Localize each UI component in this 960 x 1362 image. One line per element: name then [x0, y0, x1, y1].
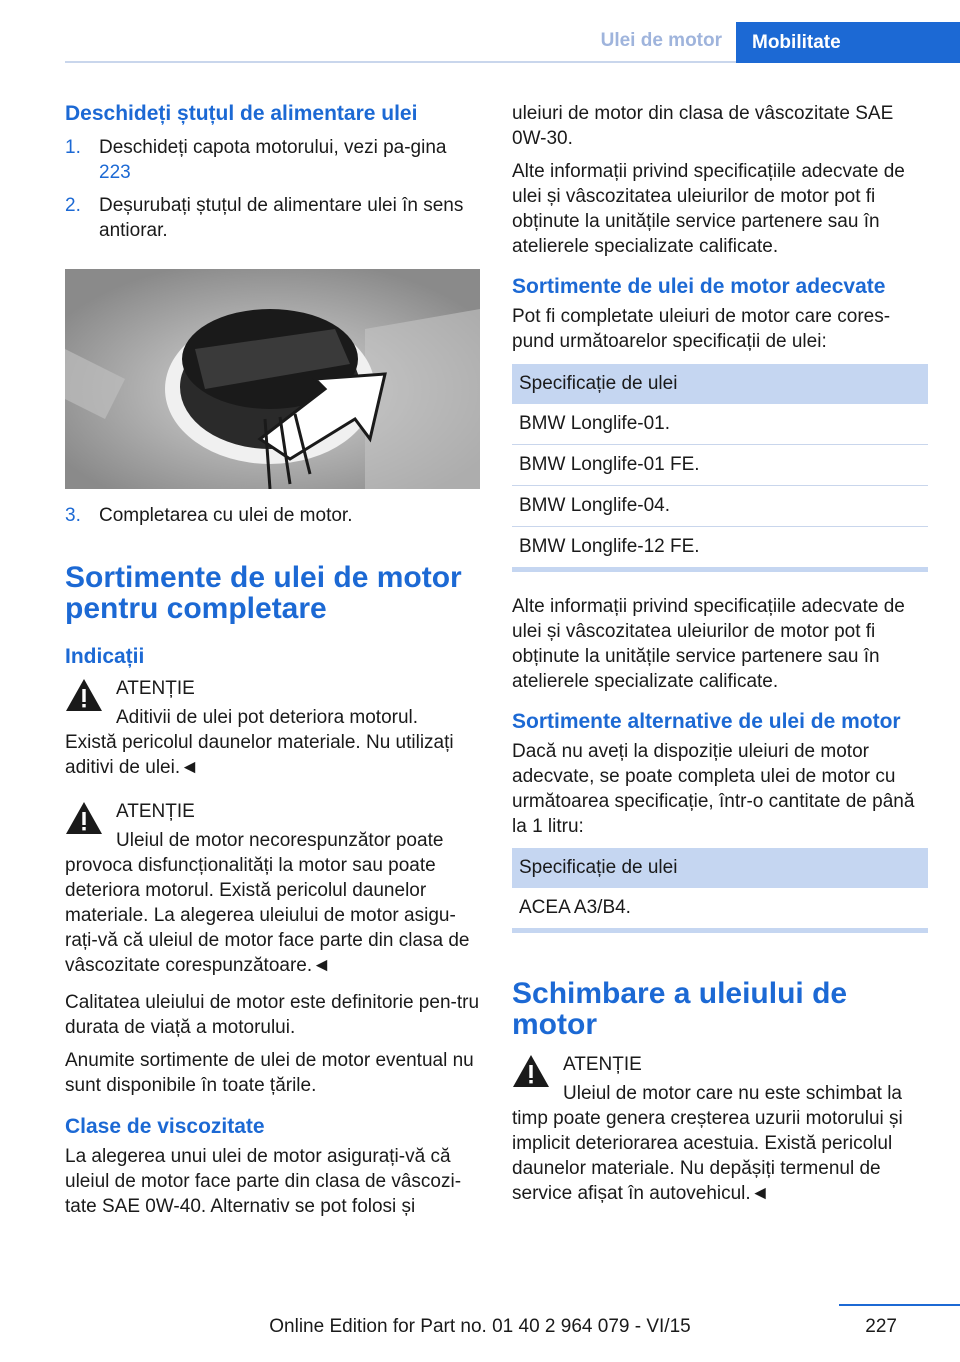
warning-block: [65, 676, 480, 780]
warning-block: [65, 799, 480, 978]
open-heading: Deschideți ștuțul de alimentare ulei: [65, 102, 418, 125]
warning-text: timp poate genera creșterea uzurii motorului și implicit deteriorarea acestuia. Există pericolul daunelor materiale. Nu depășiți termenul de service afișat în autovehicul.◄: [512, 1108, 903, 1204]
step-2: [65, 193, 480, 243]
viscosity-heading: Clase de viscozitate: [65, 1115, 265, 1138]
page-number-rule: [839, 1304, 960, 1306]
table-header: Specificație de ulei: [512, 848, 928, 888]
step-text: Completarea cu ulei de motor.: [99, 505, 353, 526]
edition-footer: Online Edition for Part no. 01 40 2 964 079 - VI/15: [269, 1316, 691, 1337]
table-row: BMW Longlife-04.: [512, 486, 928, 527]
viscosity-text: La alegerea unui ulei de motor asigurați-vă că uleiul de motor face parte din clasa de vâscozi-tate SAE 0W-40. Alternativ se pot folosi și: [65, 1146, 462, 1217]
suitable-heading: Sortimente de ulei de motor adecvate: [512, 275, 886, 298]
table-header: Specificație de ulei: [512, 364, 928, 404]
spec-table: [512, 364, 928, 572]
warning-text: Există pericolul daunelor materiale. Nu utilizați aditivi de ulei.◄: [65, 732, 454, 778]
table-row: ACEA A3/B4.: [519, 897, 631, 918]
warning-first-line: Aditivii de ulei pot deteriora motorul.: [116, 707, 419, 728]
change-heading: Schimbare a uleiului de motor: [512, 977, 848, 1041]
page-number: 227: [865, 1316, 897, 1337]
continued-text: uleiuri de motor din clasa de vâscozitate SAE 0W-30.: [512, 103, 894, 149]
paragraph: Calitatea uleiului de motor este definitorie pen-tru durata de viață a motorului.: [65, 992, 480, 1038]
warning-text: provoca disfuncționalități la motor sau poate deteriora motorul. Există pericolul daunelor materiale. La alegerea uleiului de motor asigu-rați-vă că uleiul de motor face parte din clasa de vâscozitate corespunzătoare.◄: [65, 855, 470, 976]
spec-table: [512, 848, 928, 933]
header-tab[interactable]: Mobilitate: [736, 22, 960, 63]
step-3: [65, 503, 480, 528]
warning-block: [512, 1052, 928, 1206]
header-section[interactable]: Ulei de motor: [600, 30, 722, 51]
warning-label: ATENȚIE: [563, 1054, 642, 1075]
suitable-text: Pot fi completate uleiuri de motor care cores-pund următoarelor specificații de ulei:: [512, 306, 891, 352]
step-text: Deschideți capota motorului, vezi pa-gina 223: [99, 137, 447, 183]
warning-triangle-icon: [65, 678, 103, 712]
section-heading: Sortimente de ulei de motor pentru completare: [65, 561, 462, 625]
step-number: 2.: [65, 195, 81, 216]
right-column: [512, 101, 928, 1206]
paragraph: Anumite sortimente de ulei de motor eventual nu sunt disponibile în toate țările.: [65, 1050, 474, 1096]
oil-cap-illustration: [65, 269, 480, 489]
step-number: 1.: [65, 137, 81, 158]
step-number: 3.: [65, 505, 81, 526]
table-row: BMW Longlife-01 FE.: [512, 445, 928, 486]
warning-first-line: Uleiul de motor necorespunzător poate: [116, 830, 444, 851]
info-text: Alte informații privind specificațiile adecvate de ulei și vâscozitatea uleiurilor de motor pot fi obținute la unitățile service partenere sau în atelierele specializate calificate.: [512, 161, 905, 257]
info-text: Alte informații privind specificațiile adecvate de ulei și vâscozitatea uleiurilor de motor pot fi obținute la unitățile service partenere sau în atelierele specializate calificate.: [512, 596, 905, 692]
step-text: Deșurubați ștuțul de alimentare ulei în sens antiorar.: [99, 195, 464, 241]
warning-label: ATENȚIE: [116, 678, 195, 699]
table-row: BMW Longlife-01.: [512, 404, 928, 445]
warning-label: ATENȚIE: [116, 801, 195, 822]
alternative-text: Dacă nu aveți la dispoziție uleiuri de motor adecvate, se poate completa ulei de motor cu următoarea specificație, într-o cantitate de până la 1 litru:: [512, 741, 915, 837]
step-1: [65, 135, 480, 185]
warning-triangle-icon: [65, 801, 103, 835]
warning-first-line: Uleiul de motor care nu este schimbat la: [563, 1083, 902, 1104]
notes-heading: Indicații: [65, 645, 145, 668]
alternative-heading: Sortimente alternative de ulei de motor: [512, 710, 901, 733]
page-link[interactable]: 223: [99, 162, 131, 183]
left-column: [65, 101, 480, 1219]
table-row: BMW Longlife-12 FE.: [519, 536, 700, 557]
oil-cap-photo: [65, 269, 480, 489]
warning-triangle-icon: [512, 1054, 550, 1088]
